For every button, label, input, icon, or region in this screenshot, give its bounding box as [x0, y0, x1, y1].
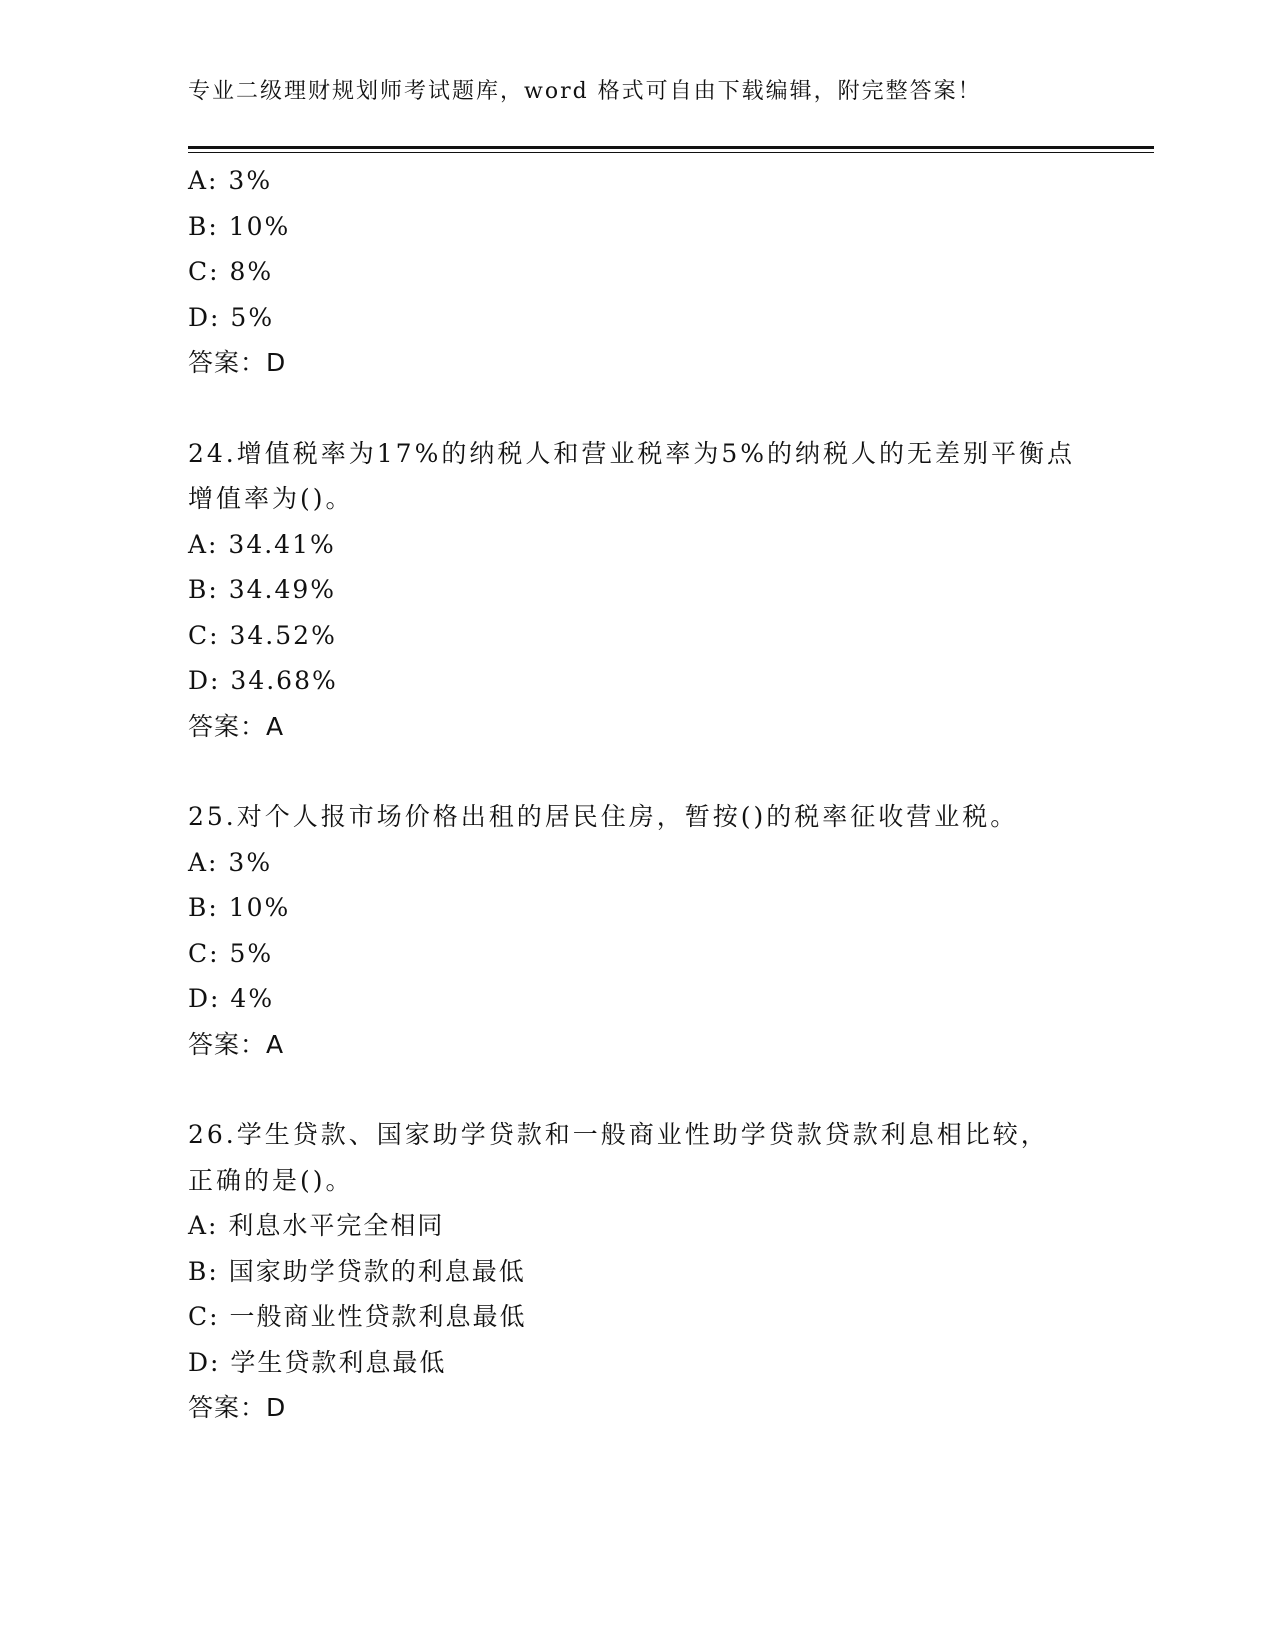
question-text-cont: 正确的是()。: [188, 1165, 354, 1195]
block-spacer: [188, 1067, 1148, 1112]
question-block-23: [188, 158, 1148, 386]
option-c: C: 34.52%: [188, 620, 337, 650]
option-b: B: 10%: [188, 211, 291, 241]
options-24: [188, 522, 1148, 750]
block-spacer: [188, 749, 1148, 794]
option-b: B: 34.49%: [188, 575, 337, 604]
option-a: A: 3%: [188, 166, 273, 195]
question-text: 24.增值税率为17%的纳税人和营业税率为5%的纳税人的无差别平衡点: [188, 438, 1075, 468]
options-26: [188, 1203, 1148, 1431]
question-block-25: [188, 794, 1148, 840]
question-text: 25.对个人报市场价格出租的居民住房，暂按()的税率征收营业税。: [188, 802, 1019, 831]
option-c: C: 一般商业性贷款利息最低: [188, 1302, 527, 1331]
option-b: B: 10%: [188, 893, 291, 922]
answer-line: 答案：D: [188, 348, 287, 377]
option-a: A: 34.41%: [188, 529, 336, 559]
question-block-24: [188, 431, 1148, 522]
option-d: D: 34.68%: [188, 666, 338, 695]
option-a: A: 利息水平完全相同: [188, 1211, 445, 1240]
header-rule-thick: [188, 146, 1154, 149]
option-c: C: 8%: [188, 257, 274, 286]
answer-line: 答案：A: [188, 1029, 285, 1059]
document-body: [188, 158, 1148, 1431]
option-d: D: 学生贷款利息最低: [188, 1347, 447, 1377]
block-spacer: [188, 386, 1148, 431]
document-header: 专业二级理财规划师考试题库，word 格式可自由下载编辑，附完整答案！: [188, 79, 982, 104]
header-rule-thin: [188, 152, 1154, 153]
answer-line: 答案：A: [188, 711, 285, 741]
answer-line: 答案：D: [188, 1393, 287, 1422]
option-b: B: 国家助学贷款的利息最低: [188, 1256, 526, 1286]
question-block-26: [188, 1112, 1148, 1203]
options-25: [188, 840, 1148, 1068]
question-text-cont: 增值率为()。: [188, 484, 354, 513]
option-d: D: 5%: [188, 302, 275, 332]
option-d: D: 4%: [188, 984, 275, 1013]
option-a: A: 3%: [188, 847, 273, 877]
option-c: C: 5%: [188, 938, 274, 968]
question-text: 26.学生贷款、国家助学贷款和一般商业性助学贷款贷款利息相比较，: [188, 1120, 1049, 1149]
